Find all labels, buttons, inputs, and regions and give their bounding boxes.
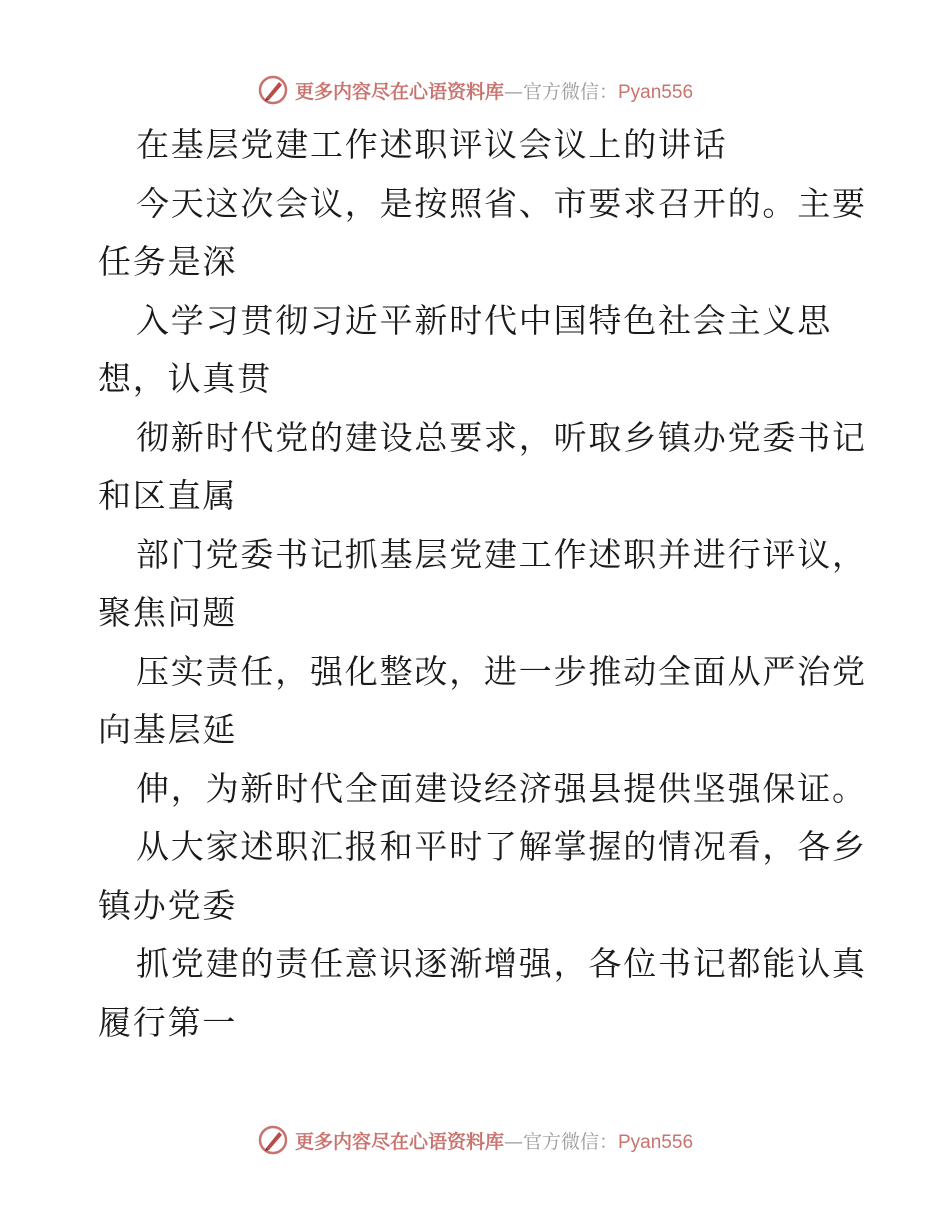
body-text-line: 入学习贯彻习近平新时代中国特色社会主义思 (136, 300, 832, 340)
banner-separator: — (503, 1130, 523, 1153)
body-text-line: 和区直属 (98, 476, 238, 515)
pen-logo-icon (257, 1124, 289, 1156)
banner-text (295, 1127, 693, 1154)
body-text-line: 向基层延 (98, 710, 238, 749)
footer-banner (0, 1120, 950, 1160)
banner-wechat-id: Pyan556 (618, 81, 694, 103)
body-text-line: 任务是深 (98, 242, 238, 281)
banner-text (295, 77, 693, 104)
header-banner (0, 70, 950, 110)
pen-logo-icon (257, 74, 289, 106)
banner-brand: 更多内容尽在心语资料库 (294, 80, 504, 103)
body-text-line: 想，认真贯 (98, 359, 272, 398)
body-text-line: 从大家述职汇报和平时了解掌握的情况看，各乡 (136, 827, 867, 866)
banner-wechat-label: 官方微信： (522, 1130, 618, 1153)
banner-wechat-id: Pyan556 (618, 1131, 694, 1153)
body-text-line: 部门党委书记抓基层党建工作述职并进行评议， (136, 534, 867, 574)
document-body (98, 116, 867, 1052)
body-text-line: 聚焦问题 (98, 593, 238, 632)
body-text-line: 履行第一 (98, 1002, 238, 1042)
banner-brand: 更多内容尽在心语资料库 (294, 1130, 504, 1153)
banner-wechat-label: 官方微信： (522, 80, 618, 103)
body-text-line: 压实责任，强化整改，进一步推动全面从严治党 (136, 651, 867, 691)
body-text-line: 今天这次会议，是按照省、市要求召开的。主要 (136, 183, 867, 223)
document-title: 在基层党建工作述职评议会议上的讲话 (136, 125, 728, 164)
body-text-line: 彻新时代党的建设总要求，听取乡镇办党委书记 (136, 417, 867, 457)
body-text-line: 抓党建的责任意识逐渐增强，各位书记都能认真 (136, 944, 867, 983)
banner-separator: — (503, 80, 523, 103)
body-text-line: 伸，为新时代全面建设经济强县提供坚强保证。 (136, 768, 867, 808)
body-text-line: 镇办党委 (98, 885, 238, 925)
